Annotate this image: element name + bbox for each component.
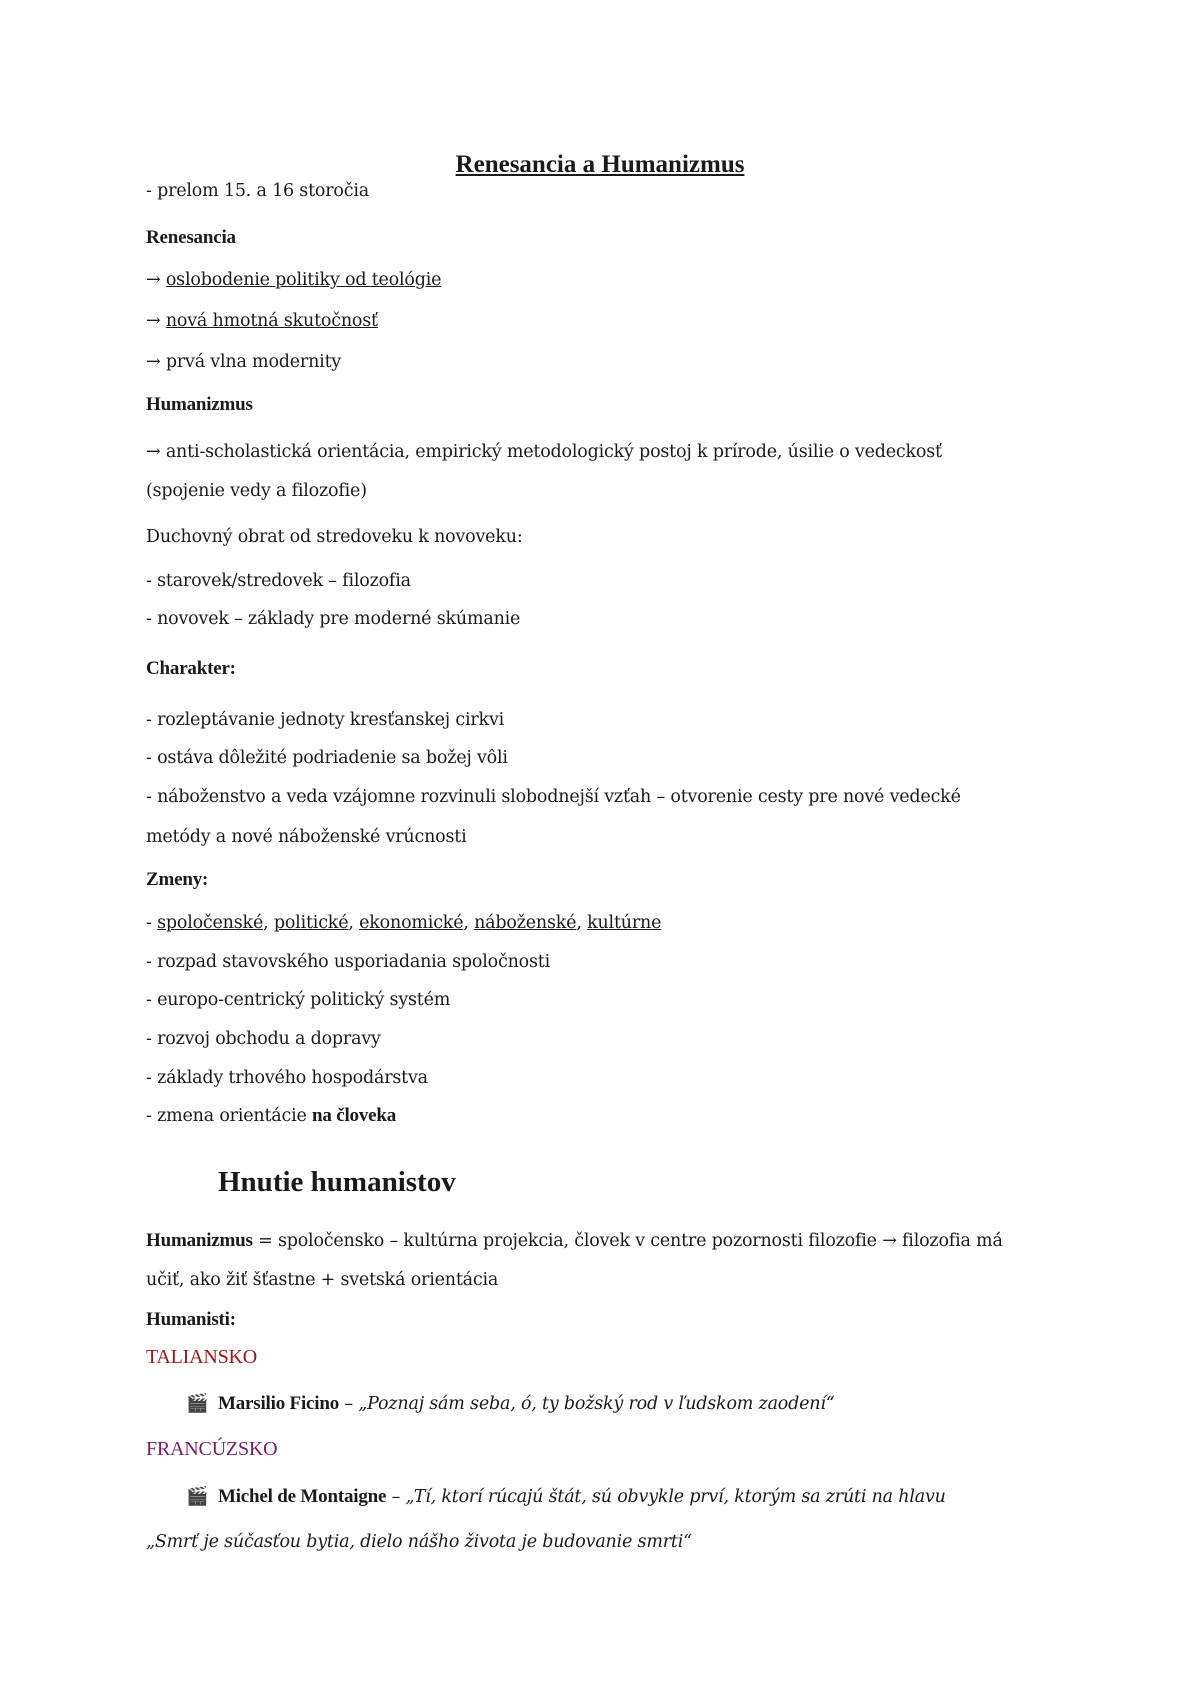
humanist-entry — [218, 1486, 946, 1508]
renesancia-item-text: nová hmotná skutočnosť — [165, 311, 378, 331]
humanist-name: Marsilio Ficino — [218, 1393, 340, 1414]
zmeny-item: - rozpad stavovského usporiadania spoločnosti — [146, 952, 551, 972]
clapperboard-icon: 🎬 — [186, 1486, 209, 1507]
zmeny-types-line — [146, 912, 661, 934]
charakter-heading: Charakter: — [146, 658, 236, 679]
zmeny-type: politické — [273, 913, 349, 933]
dash: – — [386, 1487, 406, 1507]
arrow-icon: → — [146, 270, 161, 290]
country-taliansko: TALIANSKO — [146, 1346, 258, 1368]
zmeny-item: - europo-centrický politický systém — [146, 990, 451, 1010]
zmeny-item-text: - zmena orientácie — [146, 1106, 313, 1126]
renesancia-heading: Renesancia — [146, 227, 236, 248]
zmeny-item-bold: na človeka — [312, 1105, 397, 1126]
humanist-quote: „Tí, ktorí rúcajú štát, sú obvykle prví, ktorým sa zrúti na hlavu — [405, 1487, 946, 1507]
humanist-quote: „Poznaj sám seba, ó, ty božský rod v ľudskom zaodení“ — [358, 1394, 835, 1414]
charakter-item: - náboženstvo a veda vzájomne rozvinuli slobodnejší vzťah – otvorenie cesty pre nové vedecké — [146, 787, 961, 807]
separator: , — [576, 913, 588, 933]
humanisti-heading: Humanisti: — [146, 1309, 236, 1330]
clapperboard-icon: 🎬 — [186, 1393, 209, 1414]
charakter-item: - rozleptávanie jednoty kresťanskej cirkvi — [146, 710, 505, 730]
separator: , — [348, 913, 360, 933]
zmeny-item: - rozvoj obchodu a dopravy — [146, 1029, 381, 1049]
country-francuzsko: FRANCÚZSKO — [146, 1438, 278, 1460]
arrow-icon: → — [146, 311, 161, 331]
page-title: Renesancia a Humanizmus — [455, 151, 745, 178]
humanizmus-definition-cont: učiť, ako žiť šťastne + svetská orientácia — [146, 1270, 499, 1290]
zmeny-type: ekonomické — [359, 913, 464, 933]
zmeny-type: spoločenské — [157, 913, 264, 933]
zmeny-heading: Zmeny: — [146, 869, 209, 890]
dash: - — [146, 913, 158, 933]
arrow-icon: → — [146, 352, 161, 372]
definition-term: Humanizmus — [146, 1230, 253, 1251]
renesancia-item — [146, 351, 341, 373]
charakter-item: - ostáva dôležité podriadenie sa božej vôli — [146, 748, 508, 768]
humanizmus-line: (spojenie vedy a filozofie) — [146, 481, 367, 501]
humanist-quote-cont: „Smrť je súčasťou bytia, dielo nášho života je budovanie smrti“ — [146, 1532, 692, 1552]
renesancia-item — [146, 310, 378, 332]
charakter-item: metódy a nové náboženské vrúcnosti — [146, 827, 467, 847]
humanizmus-line: → anti-scholastická orientácia, empirický metodologický postoj k prírode, úsilie o vedeckosť — [146, 442, 942, 462]
renesancia-item-text: oslobodenie politiky od teológie — [165, 270, 442, 290]
humanist-entry — [218, 1393, 835, 1415]
renesancia-item — [146, 269, 441, 291]
zmeny-type: náboženské — [474, 913, 577, 933]
obrat-line: Duchovný obrat od stredoveku k novoveku: — [146, 527, 523, 547]
humanizmus-heading: Humanizmus — [146, 394, 253, 415]
period-line: - prelom 15. a 16 storočia — [146, 181, 369, 201]
humanist-name: Michel de Montaigne — [218, 1486, 387, 1507]
zmeny-item: - základy trhového hospodárstva — [146, 1068, 428, 1088]
definition-text: = spoločensko – kultúrna projekcia, človek v centre pozornosti filozofie → filozofia má — [252, 1231, 1003, 1251]
hnutie-heading: Hnutie humanistov — [218, 1166, 456, 1198]
obrat-item: - novovek – základy pre moderné skúmanie — [146, 609, 521, 629]
zmeny-item — [146, 1105, 396, 1127]
dash: – — [339, 1394, 359, 1414]
humanizmus-definition — [146, 1230, 1003, 1252]
zmeny-type: kultúrne — [587, 913, 662, 933]
separator: , — [463, 913, 475, 933]
renesancia-item-text: prvá vlna modernity — [165, 352, 342, 372]
separator: , — [263, 913, 274, 933]
obrat-item: - starovek/stredovek – filozofia — [146, 571, 411, 591]
